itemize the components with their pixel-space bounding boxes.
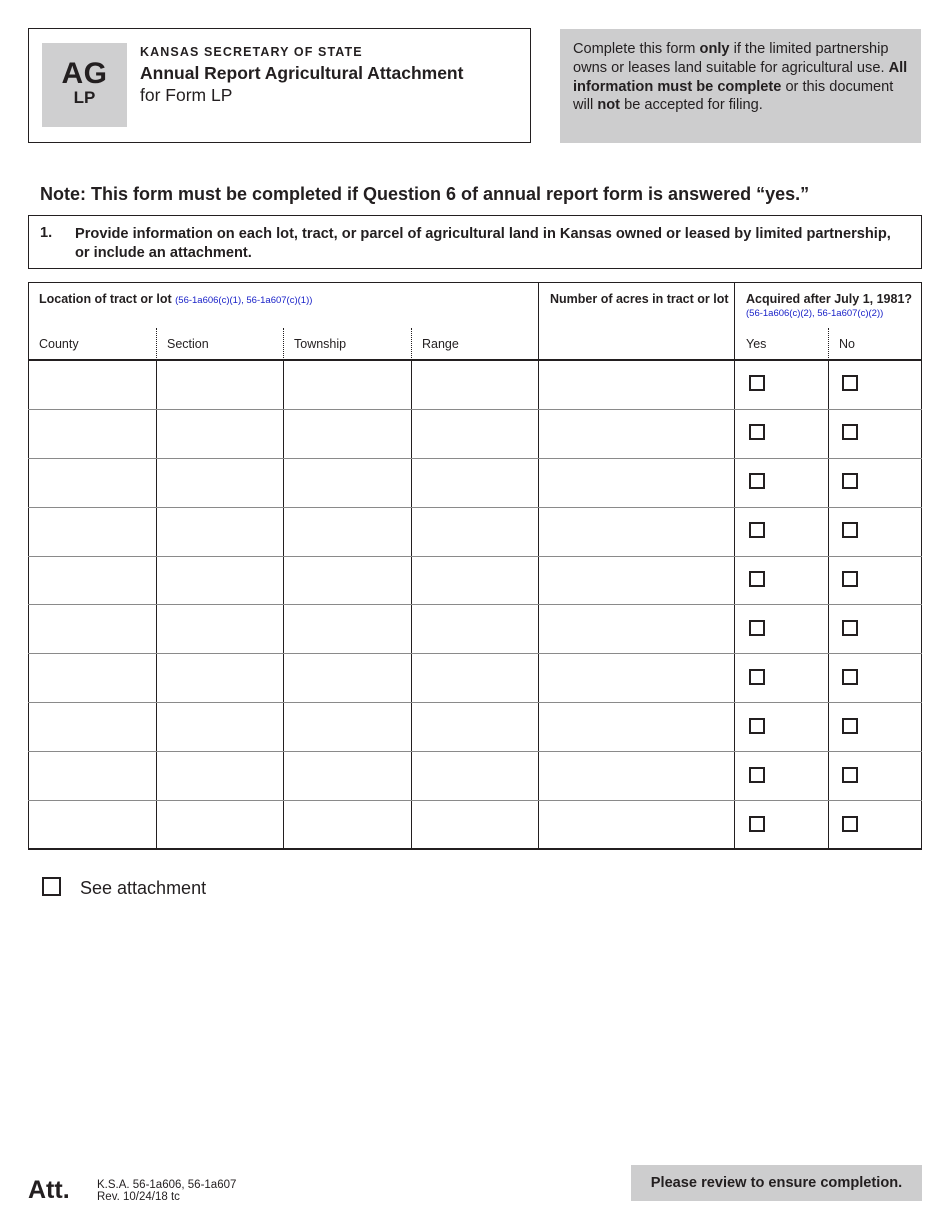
section-cell[interactable] [156, 556, 283, 605]
column-header-yes: Yes [746, 337, 767, 351]
location-header [39, 292, 312, 306]
table-row [28, 556, 922, 605]
county-cell[interactable] [28, 556, 156, 605]
agricultural-land-table [28, 282, 922, 850]
header-divider-yes [828, 328, 829, 358]
no-checkbox[interactable] [842, 620, 858, 636]
range-cell[interactable] [411, 801, 538, 850]
instructions-bold-only: only [699, 41, 730, 57]
township-cell[interactable] [283, 409, 411, 458]
header-divider-county [156, 328, 157, 358]
acres-cell[interactable] [538, 556, 734, 605]
acres-cell[interactable] [538, 409, 734, 458]
table-row [28, 605, 922, 654]
column-header-county: County [39, 337, 79, 351]
section-cell[interactable] [156, 801, 283, 850]
review-reminder: Please review to ensure completion. [631, 1165, 922, 1201]
range-cell[interactable] [411, 409, 538, 458]
county-cell[interactable] [28, 409, 156, 458]
form-code-main: AG [61, 57, 108, 90]
instructions-bold-not: not [597, 97, 621, 114]
range-cell[interactable] [411, 654, 538, 703]
no-checkbox[interactable] [842, 718, 858, 734]
see-attachment-label: See attachment [80, 878, 207, 898]
no-checkbox[interactable] [842, 375, 858, 391]
yes-checkbox[interactable] [749, 669, 765, 685]
county-cell[interactable] [28, 605, 156, 654]
yes-checkbox[interactable] [749, 473, 765, 489]
section-cell[interactable] [156, 458, 283, 507]
yes-checkbox[interactable] [749, 375, 765, 391]
table-row [28, 409, 922, 458]
township-cell[interactable] [283, 801, 411, 850]
acres-cell[interactable] [538, 654, 734, 703]
table-row [28, 654, 922, 703]
township-cell[interactable] [283, 556, 411, 605]
acquired-statute-ref: (56-1a606(c)(2), 56-1a607(c)(2)) [746, 308, 884, 319]
range-cell[interactable] [411, 507, 538, 556]
yes-checkbox[interactable] [749, 571, 765, 587]
no-checkbox[interactable] [842, 669, 858, 685]
instructions-text-4: be accepted for filing. [620, 97, 763, 114]
location-statute-ref: (56-1a606(c)(1), 56-1a607(c)(1)) [175, 295, 313, 306]
instructions-bold-complete: All information must be complete [573, 59, 908, 95]
county-cell[interactable] [28, 360, 156, 409]
instructions-text-2: if the limited partnership owns or leases land suitable for agricultural use. [573, 41, 889, 76]
table-row [28, 360, 922, 409]
no-checkbox[interactable] [842, 424, 858, 440]
county-cell[interactable] [28, 458, 156, 507]
yes-checkbox[interactable] [749, 522, 765, 538]
form-note: Note: This form must be completed if Question 6 of annual report form is answered “yes.” [40, 184, 810, 204]
section-cell[interactable] [156, 360, 283, 409]
acres-cell[interactable] [538, 458, 734, 507]
table-row [28, 752, 922, 801]
section-cell[interactable] [156, 507, 283, 556]
no-checkbox[interactable] [842, 816, 858, 832]
statute-reference [97, 1179, 236, 1203]
county-cell[interactable] [28, 703, 156, 752]
section-cell[interactable] [156, 752, 283, 801]
table-row [28, 703, 922, 752]
header-divider-township [411, 328, 412, 358]
range-cell[interactable] [411, 458, 538, 507]
county-cell[interactable] [28, 507, 156, 556]
yes-checkbox[interactable] [749, 767, 765, 783]
question-box [28, 215, 922, 269]
form-code-sub: LP [73, 88, 96, 107]
question-text: Provide information on each lot, tract, or parcel of agricultural land in Kansas owned or leased by limited partnership, or include an attachment. [75, 226, 891, 261]
range-cell[interactable] [411, 556, 538, 605]
county-cell[interactable] [28, 801, 156, 850]
acres-cell[interactable] [538, 360, 734, 409]
range-cell[interactable] [411, 360, 538, 409]
agency-name: KANSAS SECRETARY OF STATE [140, 45, 363, 59]
range-cell[interactable] [411, 703, 538, 752]
yes-checkbox[interactable] [749, 816, 765, 832]
acres-header: Number of acres in tract or lot [550, 292, 729, 306]
township-cell[interactable] [283, 360, 411, 409]
column-header-section: Section [167, 337, 209, 351]
no-checkbox[interactable] [842, 571, 858, 587]
township-cell[interactable] [283, 703, 411, 752]
instructions-text-3: or this document will [573, 78, 894, 114]
acres-cell[interactable] [538, 507, 734, 556]
township-cell[interactable] [283, 654, 411, 703]
instructions-text-1: Complete this form [573, 41, 700, 57]
table-row [28, 507, 922, 556]
no-checkbox[interactable] [842, 767, 858, 783]
column-header-range: Range [422, 337, 459, 351]
filing-instructions [560, 29, 921, 143]
location-header-label: Location of tract or lot [39, 292, 172, 306]
acres-cell[interactable] [538, 801, 734, 850]
section-cell[interactable] [156, 605, 283, 654]
acres-cell[interactable] [538, 703, 734, 752]
township-cell[interactable] [283, 458, 411, 507]
see-attachment-checkbox[interactable] [42, 877, 61, 896]
statute-citation: K.S.A. 56-1a606, 56-1a607 [97, 1179, 237, 1191]
question-number: 1. [40, 225, 53, 241]
revision-date: Rev. 10/24/18 tc [97, 1191, 180, 1203]
form-code-logo [42, 43, 127, 127]
column-header-township: Township [294, 337, 347, 351]
acres-cell[interactable] [538, 752, 734, 801]
form-title: Annual Report Agricultural Attachment [140, 63, 464, 83]
table-row [28, 801, 922, 850]
yes-checkbox[interactable] [749, 620, 765, 636]
section-cell[interactable] [156, 703, 283, 752]
column-header-no: No [839, 337, 855, 351]
acres-cell[interactable] [538, 605, 734, 654]
township-cell[interactable] [283, 507, 411, 556]
township-cell[interactable] [283, 752, 411, 801]
table-row [28, 458, 922, 507]
acquired-header: Acquired after July 1, 1981? [746, 292, 913, 306]
township-cell[interactable] [283, 605, 411, 654]
section-cell[interactable] [156, 654, 283, 703]
range-cell[interactable] [411, 605, 538, 654]
header-divider-section [283, 328, 284, 358]
no-checkbox[interactable] [842, 473, 858, 489]
form-header [28, 28, 531, 143]
yes-checkbox[interactable] [749, 424, 765, 440]
yes-checkbox[interactable] [749, 718, 765, 734]
no-checkbox[interactable] [842, 522, 858, 538]
county-cell[interactable] [28, 752, 156, 801]
section-cell[interactable] [156, 409, 283, 458]
attachment-mark: Att. [28, 1176, 70, 1204]
county-cell[interactable] [28, 654, 156, 703]
range-cell[interactable] [411, 752, 538, 801]
form-subtitle: for Form LP [140, 85, 233, 105]
